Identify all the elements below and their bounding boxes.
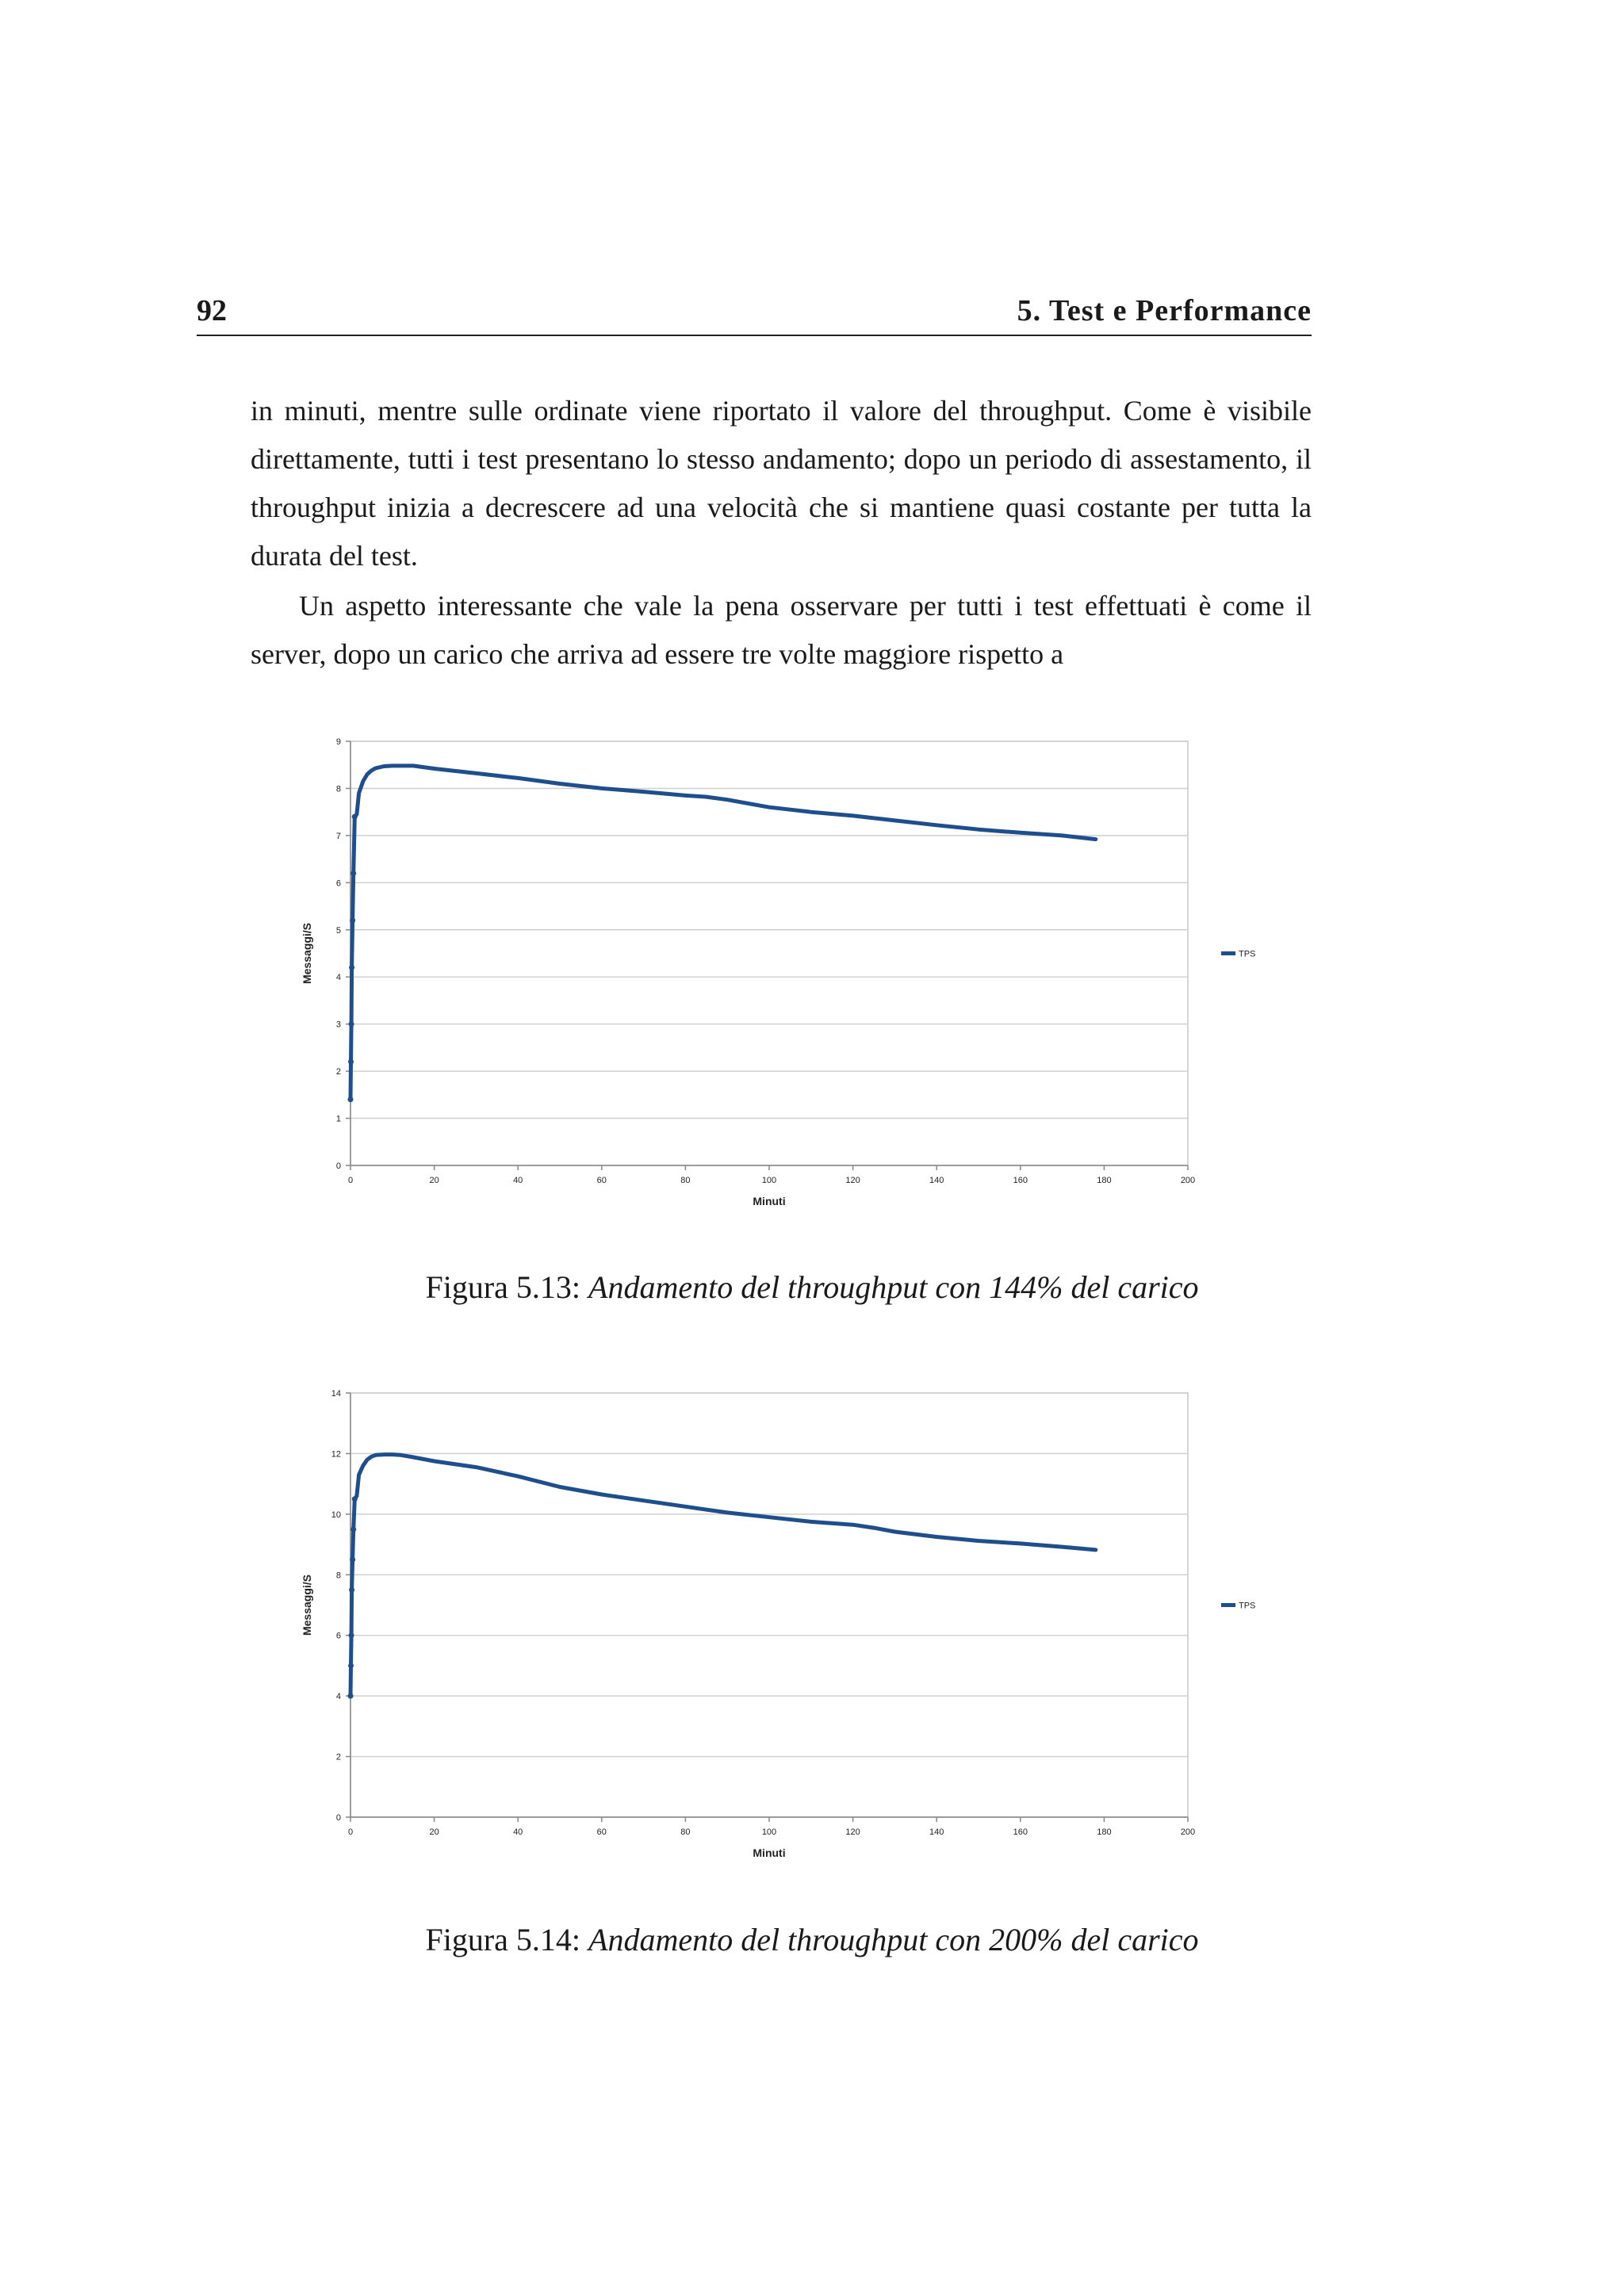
legend-label: TPS <box>1239 1601 1256 1611</box>
data-point <box>349 1021 354 1027</box>
y-tick-label: 2 <box>335 1067 341 1077</box>
x-tick-label: 180 <box>1097 1827 1112 1837</box>
paragraph-1: in minuti, mentre sulle ordinate viene riportato il valore del throughput. Come è visibile direttamente, tutti i test presentano lo stesso andamento; dopo un periodo di assestamento, il throughput inizia a decrescere ad una velocità che si mantiene quasi costante per tutta la durata del test. <box>251 395 1312 572</box>
y-tick-label: 8 <box>335 784 341 794</box>
x-axis-title: Minuti <box>753 1195 786 1207</box>
figure-caption-text-2: Andamento del throughput con 200% del carico <box>588 1922 1199 1957</box>
x-tick-label: 140 <box>929 1176 944 1185</box>
y-tick-label: 7 <box>335 831 341 841</box>
figure-caption-text-1: Andamento del throughput con 144% del carico <box>588 1269 1199 1305</box>
data-point <box>352 814 358 820</box>
figure-caption-1 <box>0 1269 1624 1306</box>
x-tick-label: 100 <box>761 1827 777 1837</box>
plot-area <box>350 741 1188 1165</box>
y-axis-title: Messaggi/S <box>301 1574 313 1636</box>
x-tick-label: 200 <box>1180 1827 1196 1837</box>
paragraph-2: Un aspetto interessante che vale la pena osservare per tutti i test effettuati è come il server, dopo un carico che arriva ad essere tre volte maggiore rispetto a <box>251 590 1312 670</box>
plot-area <box>350 1393 1188 1817</box>
data-point <box>348 1059 354 1065</box>
x-tick-label: 80 <box>680 1827 691 1837</box>
data-point <box>349 1587 354 1593</box>
x-tick-label: 20 <box>429 1827 439 1837</box>
y-tick-label: 8 <box>335 1571 341 1581</box>
y-tick-label: 0 <box>335 1161 341 1171</box>
y-tick-label: 6 <box>335 1631 341 1641</box>
x-tick-label: 0 <box>347 1176 354 1185</box>
x-axis-title: Minuti <box>753 1846 786 1859</box>
x-tick-label: 120 <box>845 1827 860 1837</box>
x-tick-label: 40 <box>513 1827 523 1837</box>
page-number: 92 <box>197 294 227 327</box>
figure-label-1: Figura 5.13: <box>425 1269 581 1305</box>
figure-label-2: Figura 5.14: <box>425 1922 581 1957</box>
y-tick-label: 4 <box>335 973 341 983</box>
y-tick-label: 9 <box>335 737 341 747</box>
x-tick-label: 0 <box>347 1827 354 1837</box>
chart-svg <box>293 1377 1293 1869</box>
y-tick-label: 5 <box>335 925 341 936</box>
x-tick-label: 100 <box>761 1176 777 1185</box>
data-point <box>348 1663 354 1668</box>
x-tick-label: 60 <box>596 1176 607 1185</box>
y-tick-label: 14 <box>331 1389 341 1399</box>
x-tick-label: 180 <box>1097 1176 1112 1185</box>
y-tick-label: 10 <box>331 1510 341 1520</box>
y-axis-title: Messaggi/S <box>301 922 313 985</box>
y-tick-label: 1 <box>335 1114 341 1124</box>
x-tick-label: 80 <box>680 1176 691 1185</box>
data-point <box>350 917 355 923</box>
y-tick-label: 4 <box>335 1692 341 1702</box>
x-tick-label: 40 <box>513 1176 523 1185</box>
y-tick-label: 6 <box>335 878 341 889</box>
x-tick-label: 160 <box>1013 1176 1028 1185</box>
x-tick-label: 120 <box>845 1176 860 1185</box>
y-tick-label: 12 <box>331 1449 341 1460</box>
x-tick-label: 60 <box>596 1827 607 1837</box>
y-tick-label: 2 <box>335 1752 341 1762</box>
data-point <box>349 965 354 970</box>
figure-caption-2 <box>0 1921 1624 1958</box>
x-tick-label: 160 <box>1013 1827 1028 1837</box>
x-tick-label: 20 <box>429 1176 439 1185</box>
chapter-title: 5. Test e Performance <box>1017 294 1312 327</box>
data-point <box>349 1632 354 1638</box>
y-tick-label: 3 <box>335 1020 341 1030</box>
chart-svg <box>293 725 1293 1217</box>
data-point <box>348 1096 354 1102</box>
data-point <box>352 1496 358 1502</box>
chart-1 <box>293 725 1293 1217</box>
data-point <box>350 1526 356 1532</box>
body-text <box>251 387 1312 679</box>
data-point <box>348 1693 354 1699</box>
page-header <box>197 287 1312 336</box>
x-tick-label: 140 <box>929 1827 944 1837</box>
y-tick-label: 0 <box>335 1813 341 1823</box>
chart-2 <box>293 1377 1293 1869</box>
legend-label: TPS <box>1239 949 1256 959</box>
data-point <box>350 871 356 876</box>
data-point <box>350 1557 355 1563</box>
x-tick-label: 200 <box>1180 1176 1196 1185</box>
